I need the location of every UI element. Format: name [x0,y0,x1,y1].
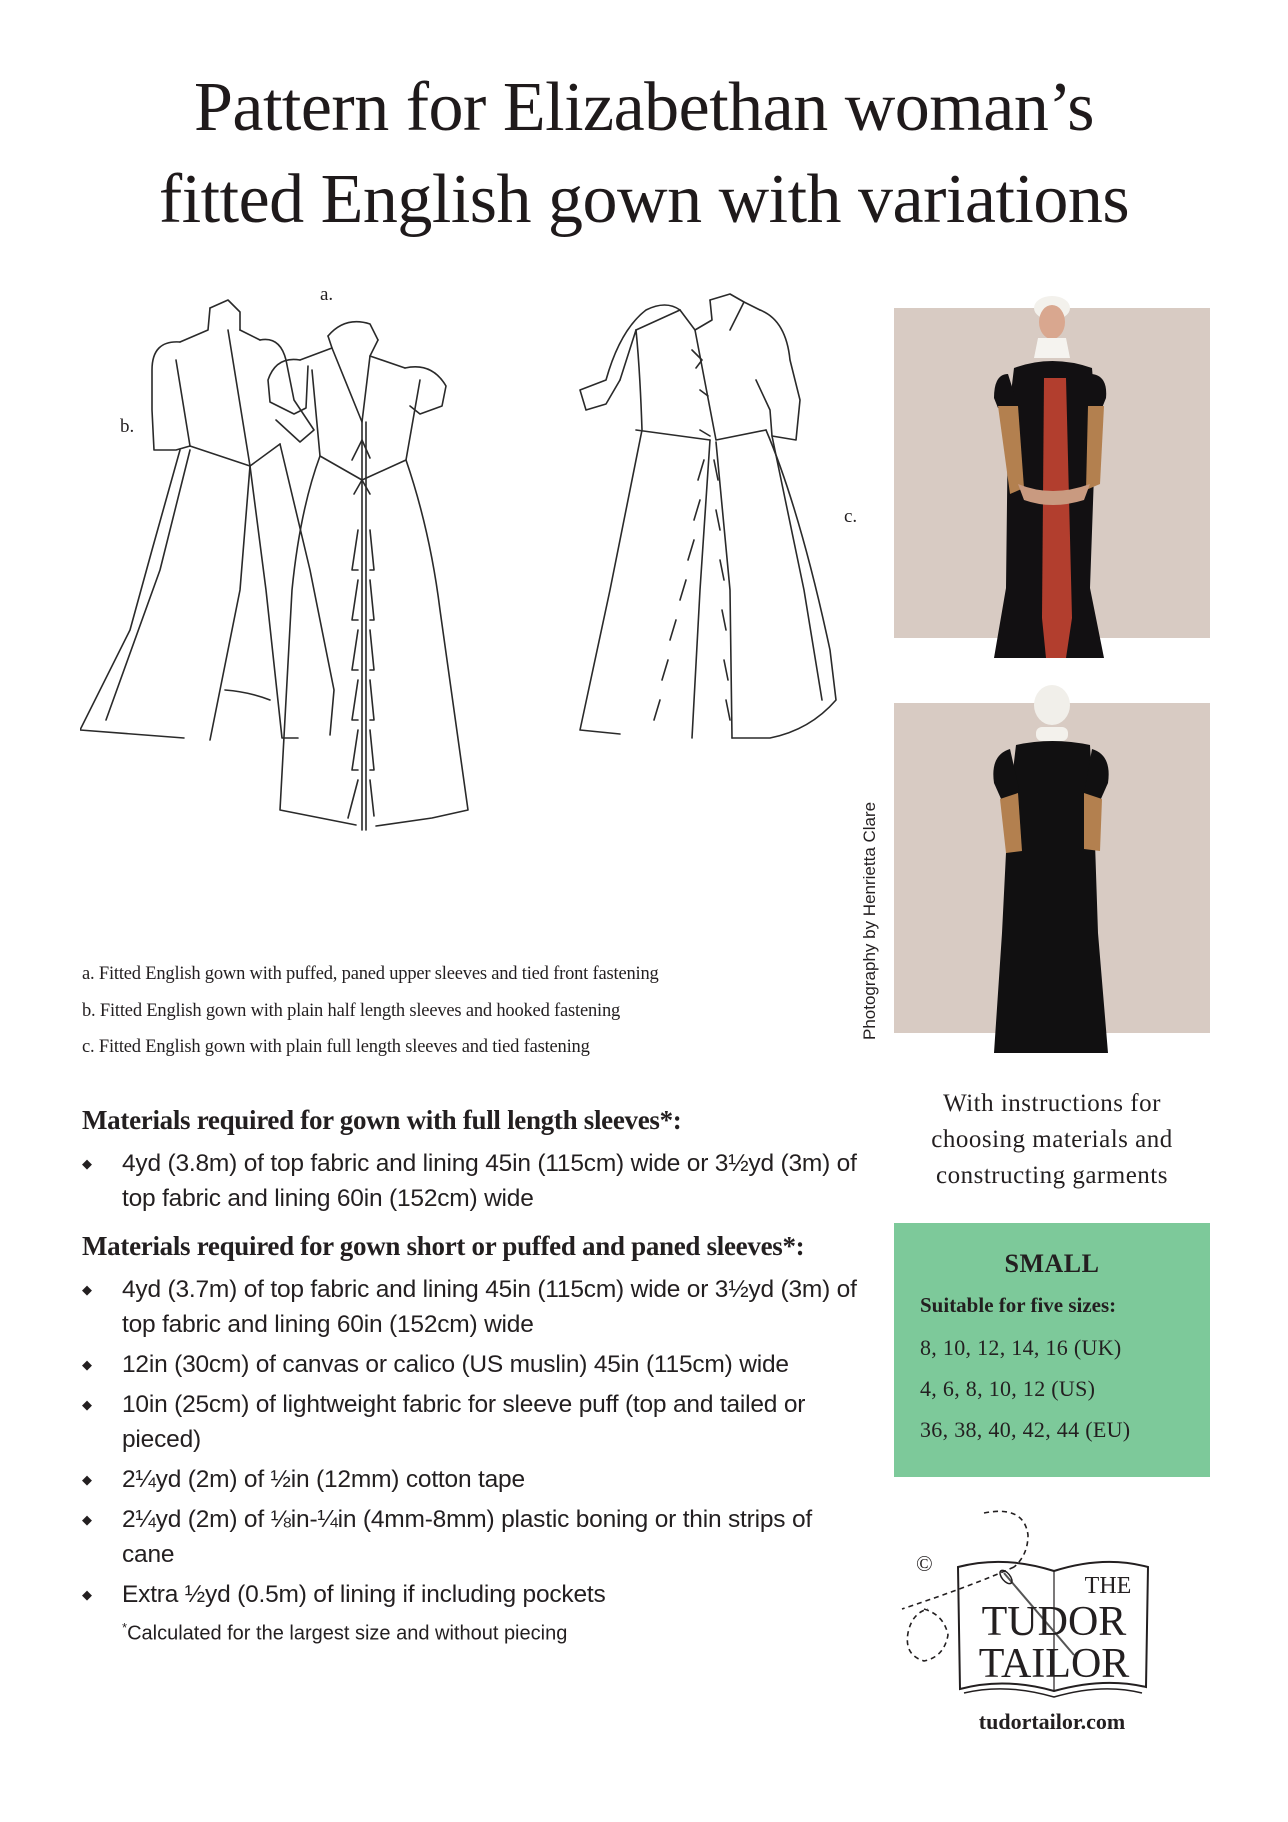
sizes-uk: 8, 10, 12, 14, 16 (UK) [920,1335,1122,1360]
svg-text:THE: THE [1084,1573,1132,1599]
tudor-tailor-logo [894,1505,1210,1705]
caption-a: a. Fitted English gown with puffed, paned upper sleeves and tied front fastening [82,964,659,984]
list-item: ◆ 4yd (3.8m) of top fabric and lining 45in (115cm) wide or 3½yd (3m) of top fabric and lining 60in (152cm) wide [82,1146,862,1216]
list-item: ◆ 10in (25cm) of lightweight fabric for sleeve puff (top and tailed or pieced) [82,1387,862,1457]
title-line-1: Pattern for Elizabethan woman’s [193,69,1095,146]
size-info-box [894,1223,1210,1477]
photo-front-view [894,308,1210,638]
figure-captions [82,956,862,1066]
caption-b: b. Fitted English gown with plain half length sleeves and hooked fastening [82,1000,621,1021]
figure-label-a: a. [320,284,334,305]
materials-list-short-sleeves [82,1272,862,1612]
diamond-bullet-icon: ◆ [82,1282,92,1297]
open-book-needle-icon [894,1505,1210,1705]
diamond-bullet-icon: ◆ [82,1587,92,1602]
photo-back-view [894,703,1210,1033]
page-title [0,62,1288,246]
footnote-mark: * [122,1620,128,1635]
caption-c: c. Fitted English gown with plain full length sleeves and tied fastening [82,1037,590,1057]
footnote-text: Calculated for the largest size and without piecing [127,1622,568,1645]
gown-illustrations [80,284,858,940]
gown-a-drawing [268,322,468,830]
sizes-us: 4, 6, 8, 10, 12 (US) [920,1376,1096,1401]
list-item: ◆ 4yd (3.7m) of top fabric and lining 45in (115cm) wide or 3½yd (3m) of top fabric and lining 60in (152cm) wide [82,1272,862,1342]
svg-text:TUDOR: TUDOR [981,1599,1127,1645]
size-subtitle: Suitable for five sizes: [920,1293,1117,1317]
svg-text:TAILOR: TAILOR [978,1641,1130,1687]
diamond-bullet-icon: ◆ [82,1472,92,1487]
website-link[interactable]: tudortailor.com [978,1709,1126,1734]
size-title: SMALL [1004,1249,1100,1278]
model-back-illustration [894,683,1210,1053]
list-item: ◆ 2¼yd (2m) of ½in (12mm) cotton tape [82,1462,862,1497]
sizes-eu: 36, 38, 40, 42, 44 (EU) [920,1417,1131,1442]
gown-b-drawing [80,300,334,740]
title-line-2: fitted English gown with variations [158,161,1130,238]
list-item: ◆ 12in (30cm) of canvas or calico (US muslin) 45in (115cm) wide [82,1347,862,1382]
list-item: ◆ 2¼yd (2m) of ⅛in-¼in (4mm-8mm) plastic boning or thin strips of cane [82,1502,862,1572]
diamond-bullet-icon: ◆ [82,1357,92,1372]
footnote [82,1620,862,1646]
diamond-bullet-icon: ◆ [82,1156,92,1171]
copyright-symbol: © [916,1551,933,1576]
figure-label-b: b. [120,416,135,437]
figure-label-c: c. [844,506,858,527]
list-item: ◆ Extra ½yd (0.5m) of lining if including pockets [82,1577,862,1612]
materials-heading-short-sleeves: Materials required for gown short or puffed and paned sleeves*: [82,1231,805,1261]
gown-c-drawing [580,294,836,738]
materials-heading-full-sleeves: Materials required for gown with full length sleeves*: [82,1105,682,1135]
photo-credit: Photography by Henrietta Clare [860,801,879,1040]
model-front-illustration [894,288,1210,658]
diamond-bullet-icon: ◆ [82,1397,92,1412]
materials-section [82,1100,862,1646]
gown-line-drawing [80,290,840,940]
instructions-tagline: With instructions for choosing materials and constructing garments [931,1090,1173,1189]
diamond-bullet-icon: ◆ [82,1512,92,1527]
materials-list-full-sleeves [82,1146,862,1216]
